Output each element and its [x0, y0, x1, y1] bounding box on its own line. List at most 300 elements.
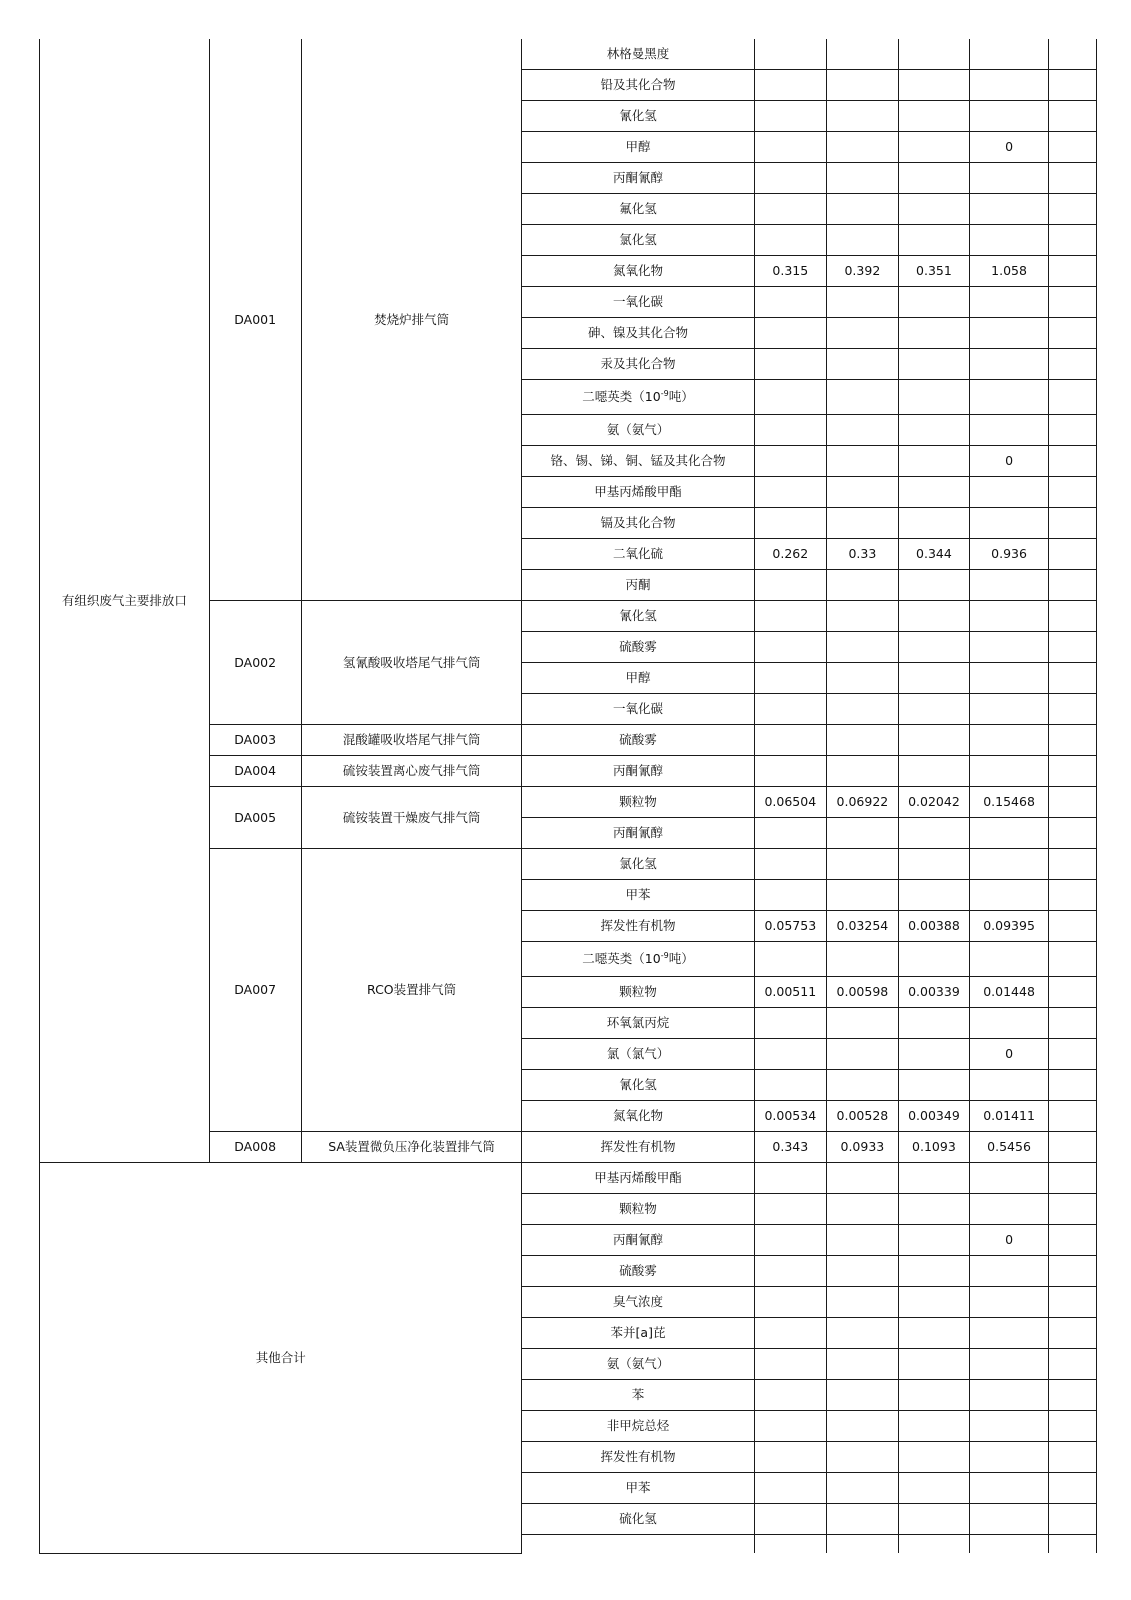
value-cell	[754, 318, 827, 349]
value-cell	[827, 1225, 899, 1256]
value-cell	[898, 1411, 970, 1442]
value-cell	[827, 163, 899, 194]
value-cell	[898, 380, 970, 415]
value-cell	[898, 1194, 970, 1225]
value-cell	[1048, 1442, 1096, 1473]
value-cell	[754, 101, 827, 132]
value-cell	[1048, 318, 1096, 349]
value-cell	[754, 694, 827, 725]
value-cell	[1048, 163, 1096, 194]
value-cell: 0.315	[754, 256, 827, 287]
value-cell	[827, 818, 899, 849]
pollutant-cell: 丙酮氰醇	[522, 1225, 754, 1256]
value-cell	[898, 287, 970, 318]
value-cell	[1048, 477, 1096, 508]
value-cell: 0.06504	[754, 787, 827, 818]
value-cell	[1048, 694, 1096, 725]
value-cell	[970, 39, 1049, 70]
outlet-name-cell: 混酸罐吸收塔尾气排气筒	[301, 725, 522, 756]
pollutant-cell: 氰化氢	[522, 101, 754, 132]
value-cell	[970, 1504, 1049, 1535]
value-cell: 0.1093	[898, 1132, 970, 1163]
value-cell: 0.00388	[898, 911, 970, 942]
value-cell	[970, 1411, 1049, 1442]
value-cell	[1048, 1039, 1096, 1070]
value-cell	[970, 194, 1049, 225]
value-cell	[898, 1380, 970, 1411]
value-cell: 0.392	[827, 256, 899, 287]
value-cell	[1048, 725, 1096, 756]
pollutant-cell: 甲醇	[522, 132, 754, 163]
value-cell	[754, 725, 827, 756]
value-cell: 0.0933	[827, 1132, 899, 1163]
value-cell	[898, 163, 970, 194]
value-cell	[827, 1039, 899, 1070]
pollutant-cell: 二噁英类（$10^{-9}$吨）	[522, 380, 754, 415]
value-cell	[970, 1163, 1049, 1194]
value-cell	[970, 942, 1049, 977]
value-cell	[754, 349, 827, 380]
table-row	[40, 1163, 1097, 1194]
value-cell	[970, 318, 1049, 349]
value-cell	[754, 632, 827, 663]
value-cell	[898, 694, 970, 725]
value-cell	[754, 477, 827, 508]
pollutant-cell: 甲基丙烯酸甲酯	[522, 477, 754, 508]
value-cell	[754, 194, 827, 225]
value-cell: 0.00528	[827, 1101, 899, 1132]
value-cell	[898, 663, 970, 694]
value-cell	[970, 225, 1049, 256]
value-cell	[827, 570, 899, 601]
value-cell	[754, 415, 827, 446]
value-cell	[754, 1256, 827, 1287]
pollutant-cell: 挥发性有机物	[522, 1132, 754, 1163]
pollutant-cell: 硫酸雾	[522, 632, 754, 663]
value-cell	[970, 70, 1049, 101]
value-cell	[754, 1008, 827, 1039]
value-cell	[898, 194, 970, 225]
pollutant-cell: 氯化氢	[522, 849, 754, 880]
value-cell	[898, 1225, 970, 1256]
value-cell	[970, 849, 1049, 880]
value-cell	[898, 415, 970, 446]
value-cell	[970, 756, 1049, 787]
value-cell	[754, 287, 827, 318]
pollutant-cell	[522, 1535, 754, 1554]
value-cell	[1048, 787, 1096, 818]
pollutant-cell: 丙酮氰醇	[522, 163, 754, 194]
pollutant-cell: 氰化氢	[522, 1070, 754, 1101]
value-cell	[970, 1008, 1049, 1039]
value-cell	[754, 1473, 827, 1504]
value-cell	[1048, 977, 1096, 1008]
value-cell	[827, 632, 899, 663]
pollutant-cell: 镉及其化合物	[522, 508, 754, 539]
superscript: -9	[660, 389, 669, 398]
value-cell	[898, 880, 970, 911]
value-cell	[1048, 39, 1096, 70]
value-cell	[1048, 880, 1096, 911]
value-cell	[1048, 818, 1096, 849]
value-cell	[898, 1473, 970, 1504]
value-cell	[970, 1194, 1049, 1225]
value-cell	[970, 601, 1049, 632]
value-cell: 0.06922	[827, 787, 899, 818]
value-cell	[827, 1256, 899, 1287]
value-cell	[1048, 911, 1096, 942]
value-cell	[827, 446, 899, 477]
value-cell: 0.05753	[754, 911, 827, 942]
value-cell	[970, 1349, 1049, 1380]
value-cell	[1048, 101, 1096, 132]
value-cell	[898, 39, 970, 70]
outlet-name-cell: 硫铵装置离心废气排气筒	[301, 756, 522, 787]
pollutant-cell: 铬、锡、锑、铜、锰及其化合物	[522, 446, 754, 477]
value-cell	[827, 1318, 899, 1349]
value-cell	[898, 756, 970, 787]
value-cell	[827, 380, 899, 415]
value-cell	[754, 1039, 827, 1070]
value-cell	[827, 1070, 899, 1101]
value-cell	[1048, 256, 1096, 287]
value-cell	[827, 663, 899, 694]
value-cell	[1048, 1194, 1096, 1225]
value-cell	[1048, 194, 1096, 225]
category-cell: 其他合计	[40, 1163, 522, 1554]
outlet-code-cell: DA008	[209, 1132, 301, 1163]
value-cell	[754, 1535, 827, 1554]
value-cell	[1048, 756, 1096, 787]
value-cell	[827, 880, 899, 911]
value-cell	[754, 1411, 827, 1442]
value-cell	[827, 1008, 899, 1039]
value-cell	[1048, 1411, 1096, 1442]
value-cell: 0.262	[754, 539, 827, 570]
value-cell	[898, 1008, 970, 1039]
value-cell	[754, 942, 827, 977]
emission-table	[39, 39, 1097, 1554]
value-cell	[827, 318, 899, 349]
value-cell	[827, 70, 899, 101]
value-cell	[1048, 132, 1096, 163]
value-cell	[970, 101, 1049, 132]
value-cell	[827, 1194, 899, 1225]
value-cell: 0.00339	[898, 977, 970, 1008]
value-cell	[827, 132, 899, 163]
value-cell	[1048, 380, 1096, 415]
value-cell: 0.00349	[898, 1101, 970, 1132]
pollutant-cell: 硫化氢	[522, 1504, 754, 1535]
value-cell: 0.01411	[970, 1101, 1049, 1132]
value-cell	[754, 1194, 827, 1225]
value-cell	[827, 1504, 899, 1535]
pollutant-cell: 氮氧化物	[522, 1101, 754, 1132]
pollutant-cell: 丙酮	[522, 570, 754, 601]
value-cell	[898, 1163, 970, 1194]
value-cell	[754, 601, 827, 632]
value-cell: 0.00598	[827, 977, 899, 1008]
pollutant-cell: 环氧氯丙烷	[522, 1008, 754, 1039]
value-cell: 0.5456	[970, 1132, 1049, 1163]
outlet-code-cell: DA007	[209, 849, 301, 1132]
value-cell	[754, 1225, 827, 1256]
value-cell	[1048, 1504, 1096, 1535]
value-cell	[1048, 663, 1096, 694]
value-cell	[1048, 1473, 1096, 1504]
pollutant-cell: 丙酮氰醇	[522, 818, 754, 849]
value-cell	[1048, 287, 1096, 318]
value-cell	[1048, 1287, 1096, 1318]
value-cell	[827, 415, 899, 446]
value-cell	[898, 632, 970, 663]
value-cell: 0.343	[754, 1132, 827, 1163]
pollutant-cell: 甲苯	[522, 1473, 754, 1504]
pollutant-cell: 氨（氨气）	[522, 415, 754, 446]
value-cell	[754, 756, 827, 787]
value-cell	[1048, 349, 1096, 380]
pollutant-cell: 颗粒物	[522, 1194, 754, 1225]
value-cell	[1048, 570, 1096, 601]
outlet-name-cell: 氢氰酸吸收塔尾气排气筒	[301, 601, 522, 725]
value-cell	[827, 225, 899, 256]
value-cell	[827, 694, 899, 725]
value-cell	[970, 632, 1049, 663]
value-cell	[1048, 446, 1096, 477]
value-cell	[898, 601, 970, 632]
value-cell	[1048, 632, 1096, 663]
outlet-code-cell: DA001	[209, 39, 301, 601]
value-cell	[898, 225, 970, 256]
value-cell	[827, 477, 899, 508]
category-cell: 有组织废气主要排放口	[40, 39, 210, 1163]
value-cell	[898, 1318, 970, 1349]
value-cell	[970, 1535, 1049, 1554]
value-cell	[754, 70, 827, 101]
value-cell	[827, 287, 899, 318]
outlet-name-cell: 硫铵装置干燥废气排气筒	[301, 787, 522, 849]
value-cell: 0.00534	[754, 1101, 827, 1132]
pollutant-cell: 甲基丙烯酸甲酯	[522, 1163, 754, 1194]
value-cell: 1.058	[970, 256, 1049, 287]
value-cell: 0	[970, 446, 1049, 477]
pollutant-cell: 氰化氢	[522, 601, 754, 632]
pollutant-cell: 臭气浓度	[522, 1287, 754, 1318]
value-cell	[898, 1442, 970, 1473]
value-cell	[827, 1163, 899, 1194]
value-cell	[827, 508, 899, 539]
value-cell	[970, 1473, 1049, 1504]
table-row	[40, 39, 1097, 70]
value-cell	[898, 1504, 970, 1535]
value-cell	[827, 1442, 899, 1473]
value-cell	[827, 1349, 899, 1380]
value-cell	[827, 1473, 899, 1504]
value-cell: 0	[970, 132, 1049, 163]
value-cell	[970, 570, 1049, 601]
value-cell	[898, 70, 970, 101]
pollutant-cell: 林格曼黑度	[522, 39, 754, 70]
value-cell	[970, 163, 1049, 194]
value-cell	[827, 849, 899, 880]
value-cell	[970, 1442, 1049, 1473]
value-cell: 0.344	[898, 539, 970, 570]
pollutant-cell: 一氧化碳	[522, 694, 754, 725]
value-cell	[754, 1163, 827, 1194]
pollutant-cell: 丙酮氰醇	[522, 756, 754, 787]
value-cell	[827, 725, 899, 756]
value-cell: 0.01448	[970, 977, 1049, 1008]
value-cell	[1048, 1008, 1096, 1039]
value-cell	[1048, 508, 1096, 539]
value-cell	[754, 225, 827, 256]
value-cell	[970, 1380, 1049, 1411]
value-cell	[754, 570, 827, 601]
value-cell	[754, 1318, 827, 1349]
value-cell: 0	[970, 1039, 1049, 1070]
pollutant-cell: 非甲烷总烃	[522, 1411, 754, 1442]
value-cell	[898, 446, 970, 477]
pollutant-cell: 甲醇	[522, 663, 754, 694]
value-cell	[898, 101, 970, 132]
value-cell	[1048, 1101, 1096, 1132]
value-cell	[754, 1287, 827, 1318]
value-cell	[754, 663, 827, 694]
value-cell	[827, 194, 899, 225]
value-cell	[970, 1318, 1049, 1349]
value-cell	[970, 477, 1049, 508]
value-cell	[827, 101, 899, 132]
pollutant-cell: 砷、镍及其化合物	[522, 318, 754, 349]
value-cell	[1048, 1256, 1096, 1287]
value-cell	[970, 663, 1049, 694]
value-cell	[970, 1287, 1049, 1318]
value-cell	[1048, 415, 1096, 446]
value-cell	[754, 1349, 827, 1380]
value-cell	[754, 508, 827, 539]
value-cell: 0.02042	[898, 787, 970, 818]
value-cell	[898, 1349, 970, 1380]
value-cell	[970, 1256, 1049, 1287]
value-cell	[754, 163, 827, 194]
value-cell	[970, 725, 1049, 756]
value-cell	[754, 132, 827, 163]
outlet-code-cell: DA004	[209, 756, 301, 787]
value-cell	[827, 39, 899, 70]
pollutant-cell: 氨（氨气）	[522, 1349, 754, 1380]
value-cell	[827, 1287, 899, 1318]
value-cell	[898, 725, 970, 756]
value-cell	[754, 1070, 827, 1101]
value-cell	[754, 818, 827, 849]
value-cell	[898, 318, 970, 349]
value-cell	[970, 880, 1049, 911]
value-cell	[970, 415, 1049, 446]
value-cell	[827, 1411, 899, 1442]
value-cell	[1048, 1163, 1096, 1194]
value-cell	[1048, 849, 1096, 880]
outlet-name-cell: RCO装置排气筒	[301, 849, 522, 1132]
value-cell	[827, 942, 899, 977]
value-cell: 0.351	[898, 256, 970, 287]
pollutant-cell: 二氧化硫	[522, 539, 754, 570]
pollutant-cell: 氟化氢	[522, 194, 754, 225]
value-cell	[754, 1442, 827, 1473]
value-cell: 0.33	[827, 539, 899, 570]
value-cell	[1048, 942, 1096, 977]
pollutant-cell: 颗粒物	[522, 787, 754, 818]
value-cell	[754, 880, 827, 911]
value-cell	[754, 39, 827, 70]
outlet-name-cell: SA装置微负压净化装置排气筒	[301, 1132, 522, 1163]
value-cell	[1048, 1535, 1096, 1554]
value-cell	[898, 849, 970, 880]
value-cell: 0.00511	[754, 977, 827, 1008]
outlet-name-cell: 焚烧炉排气筒	[301, 39, 522, 601]
value-cell	[1048, 1318, 1096, 1349]
pollutant-cell: 苯	[522, 1380, 754, 1411]
value-cell	[898, 1535, 970, 1554]
pollutant-cell: 颗粒物	[522, 977, 754, 1008]
value-cell	[898, 1287, 970, 1318]
pollutant-cell: 二噁英类（$10^{-9}$吨）	[522, 942, 754, 977]
value-cell	[1048, 1380, 1096, 1411]
value-cell	[1048, 225, 1096, 256]
value-cell	[754, 380, 827, 415]
value-cell: 0.15468	[970, 787, 1049, 818]
value-cell	[970, 1070, 1049, 1101]
value-cell	[1048, 1225, 1096, 1256]
superscript: -9	[660, 951, 669, 960]
outlet-code-cell: DA003	[209, 725, 301, 756]
value-cell	[827, 1380, 899, 1411]
value-cell	[827, 756, 899, 787]
value-cell	[754, 1504, 827, 1535]
value-cell	[1048, 1349, 1096, 1380]
value-cell: 0.936	[970, 539, 1049, 570]
value-cell	[898, 508, 970, 539]
value-cell	[1048, 601, 1096, 632]
pollutant-cell: 挥发性有机物	[522, 1442, 754, 1473]
pollutant-cell: 苯并[a]芘	[522, 1318, 754, 1349]
value-cell	[898, 477, 970, 508]
value-cell	[898, 942, 970, 977]
outlet-code-cell: DA005	[209, 787, 301, 849]
value-cell: 0	[970, 1225, 1049, 1256]
pollutant-cell: 一氧化碳	[522, 287, 754, 318]
pollutant-cell: 氮氧化物	[522, 256, 754, 287]
value-cell	[754, 446, 827, 477]
pollutant-cell: 硫酸雾	[522, 725, 754, 756]
value-cell	[970, 349, 1049, 380]
pollutant-cell: 氯（氯气）	[522, 1039, 754, 1070]
emission-document	[39, 39, 1097, 1554]
value-cell: 0.09395	[970, 911, 1049, 942]
value-cell	[827, 349, 899, 380]
value-cell	[754, 1380, 827, 1411]
pollutant-cell: 汞及其化合物	[522, 349, 754, 380]
pollutant-cell: 氯化氢	[522, 225, 754, 256]
value-cell	[970, 380, 1049, 415]
value-cell	[898, 1039, 970, 1070]
value-cell	[898, 349, 970, 380]
pollutant-cell: 硫酸雾	[522, 1256, 754, 1287]
pollutant-cell: 铅及其化合物	[522, 70, 754, 101]
value-cell	[898, 570, 970, 601]
value-cell	[898, 132, 970, 163]
value-cell	[1048, 539, 1096, 570]
value-cell	[898, 1256, 970, 1287]
